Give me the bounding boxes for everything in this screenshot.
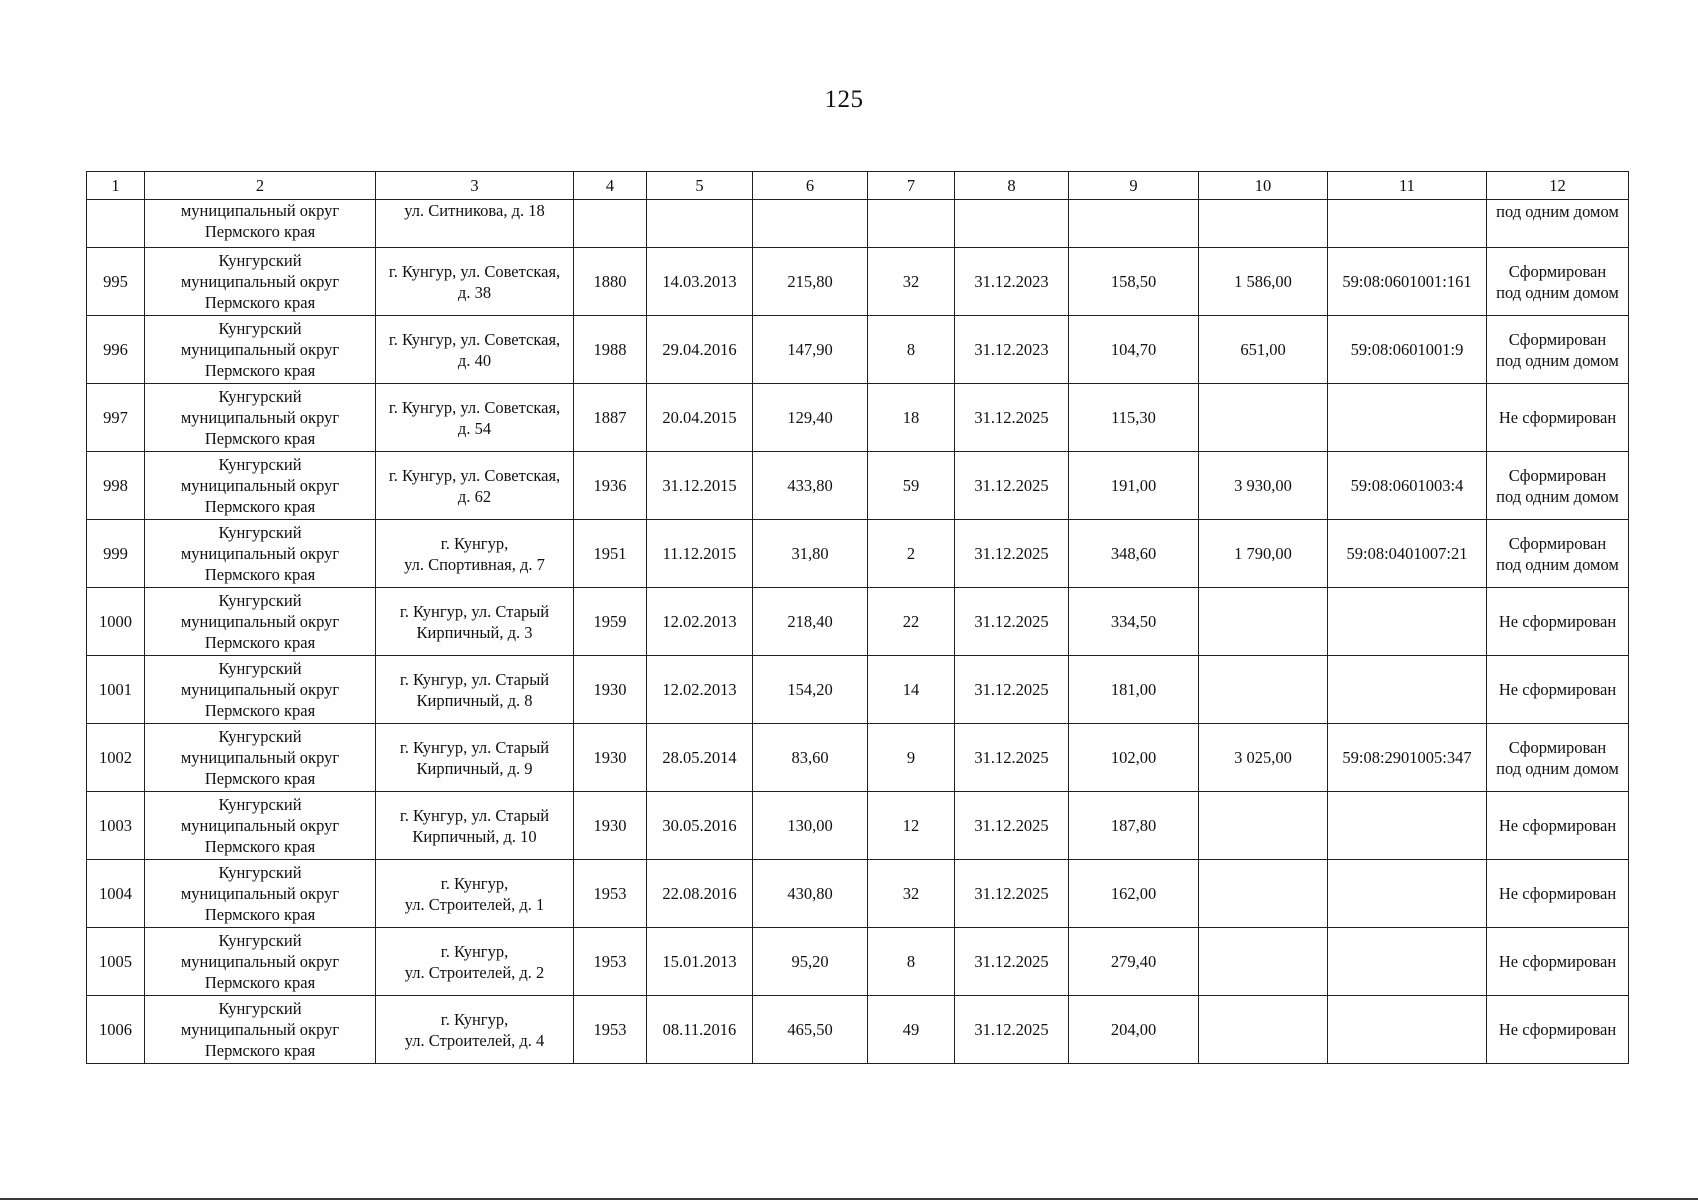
cell-municipality: Кунгурский муниципальный округ Пермского края (145, 384, 376, 452)
cell-municipality: Кунгурский муниципальный округ Пермского края (145, 316, 376, 384)
column-number-header-row (87, 172, 1629, 200)
cell-area: 430,80 (753, 860, 868, 928)
cell-address: г. Кунгур, ул. Старый Кирпичный, д. 8 (376, 656, 574, 724)
column-header: 2 (145, 172, 376, 200)
column-header: 8 (955, 172, 1069, 200)
cell-area: 83,60 (753, 724, 868, 792)
cell-deadline: 31.12.2025 (955, 792, 1069, 860)
cell-address: г. Кунгур, ул. Советская, д. 40 (376, 316, 574, 384)
cell-year-built: 1953 (574, 860, 647, 928)
cell-row-number: 1005 (87, 928, 145, 996)
cell-land-status: Не сформирован (1487, 588, 1629, 656)
continuation-row (87, 200, 1629, 248)
cell-living-area: 181,00 (1069, 656, 1199, 724)
column-header: 11 (1328, 172, 1487, 200)
cell-row-number: 1006 (87, 996, 145, 1064)
cell-cadastral-number (1328, 588, 1487, 656)
column-header: 3 (376, 172, 574, 200)
cell-deadline: 31.12.2023 (955, 248, 1069, 316)
cell-area: 31,80 (753, 520, 868, 588)
column-header: 12 (1487, 172, 1629, 200)
cell-area: 147,90 (753, 316, 868, 384)
housing-registry-table (86, 171, 1629, 1064)
cell-land-area: 1 586,00 (1199, 248, 1328, 316)
cell-cadastral-number (1328, 792, 1487, 860)
cell-deadline: 31.12.2025 (955, 860, 1069, 928)
cell-year-built: 1930 (574, 792, 647, 860)
cell-recognition-date: 28.05.2014 (647, 724, 753, 792)
cell-area: 130,00 (753, 792, 868, 860)
cell-row-number: 1004 (87, 860, 145, 928)
cell-residents: 14 (868, 656, 955, 724)
cell-land-area (1199, 996, 1328, 1064)
column-header: 7 (868, 172, 955, 200)
cell-living-area: 187,80 (1069, 792, 1199, 860)
cell-residents: 22 (868, 588, 955, 656)
cell-address: ул. Ситникова, д. 18 (376, 200, 574, 248)
cell-land-status: Не сформирован (1487, 384, 1629, 452)
cell-residents: 18 (868, 384, 955, 452)
cell-cadastral-number (1328, 384, 1487, 452)
cell-cadastral-number: 59:08:2901005:347 (1328, 724, 1487, 792)
cell-area: 433,80 (753, 452, 868, 520)
cell-area: 95,20 (753, 928, 868, 996)
cell-municipality: Кунгурский муниципальный округ Пермского края (145, 248, 376, 316)
cell-land-area (1199, 928, 1328, 996)
cell-row-number: 1002 (87, 724, 145, 792)
column-header: 5 (647, 172, 753, 200)
cell-col8 (955, 200, 1069, 248)
cell-recognition-date: 15.01.2013 (647, 928, 753, 996)
cell-cadastral-number: 59:08:0601001:9 (1328, 316, 1487, 384)
cell-deadline: 31.12.2025 (955, 656, 1069, 724)
cell-municipality: Кунгурский муниципальный округ Пермского края (145, 656, 376, 724)
cell-year-built: 1988 (574, 316, 647, 384)
cell-row-number: 1001 (87, 656, 145, 724)
cell-col11 (1328, 200, 1487, 248)
cell-recognition-date: 29.04.2016 (647, 316, 753, 384)
cell-recognition-date: 08.11.2016 (647, 996, 753, 1064)
cell-address: г. Кунгур, ул. Старый Кирпичный, д. 9 (376, 724, 574, 792)
cell-land-status: Сформирован под одним домом (1487, 316, 1629, 384)
cell-residents: 49 (868, 996, 955, 1064)
cell-area: 465,50 (753, 996, 868, 1064)
cell-deadline: 31.12.2023 (955, 316, 1069, 384)
cell-recognition-date: 12.02.2013 (647, 656, 753, 724)
cell-year-built: 1880 (574, 248, 647, 316)
table-row (87, 384, 1629, 452)
cell-cadastral-number: 59:08:0601001:161 (1328, 248, 1487, 316)
cell-row-number: 999 (87, 520, 145, 588)
cell-residents: 8 (868, 316, 955, 384)
cell-municipality: Кунгурский муниципальный округ Пермского края (145, 928, 376, 996)
table-row (87, 452, 1629, 520)
cell-residents: 32 (868, 860, 955, 928)
cell-cadastral-number (1328, 928, 1487, 996)
cell-col4 (574, 200, 647, 248)
cell-deadline: 31.12.2025 (955, 588, 1069, 656)
cell-area: 129,40 (753, 384, 868, 452)
cell-land-status: Не сформирован (1487, 928, 1629, 996)
cell-land-status: Сформирован под одним домом (1487, 520, 1629, 588)
cell-cadastral-number (1328, 996, 1487, 1064)
cell-living-area: 158,50 (1069, 248, 1199, 316)
cell-year-built: 1951 (574, 520, 647, 588)
cell-land-area (1199, 792, 1328, 860)
cell-deadline: 31.12.2025 (955, 724, 1069, 792)
cell-recognition-date: 11.12.2015 (647, 520, 753, 588)
cell-year-built: 1930 (574, 656, 647, 724)
cell-col9 (1069, 200, 1199, 248)
cell-living-area: 104,70 (1069, 316, 1199, 384)
cell-col5 (647, 200, 753, 248)
cell-address: г. Кунгур, ул. Старый Кирпичный, д. 10 (376, 792, 574, 860)
cell-living-area: 115,30 (1069, 384, 1199, 452)
cell-recognition-date: 30.05.2016 (647, 792, 753, 860)
table-row (87, 792, 1629, 860)
cell-municipality: Кунгурский муниципальный округ Пермского края (145, 588, 376, 656)
cell-deadline: 31.12.2025 (955, 452, 1069, 520)
cell-municipality: Кунгурский муниципальный округ Пермского края (145, 520, 376, 588)
table-row (87, 248, 1629, 316)
cell-residents: 8 (868, 928, 955, 996)
cell-land-area (1199, 588, 1328, 656)
column-header: 6 (753, 172, 868, 200)
column-header: 1 (87, 172, 145, 200)
cell-recognition-date: 31.12.2015 (647, 452, 753, 520)
cell-municipality: Кунгурский муниципальный округ Пермского края (145, 452, 376, 520)
cell-area: 218,40 (753, 588, 868, 656)
cell-recognition-date: 22.08.2016 (647, 860, 753, 928)
cell-year-built: 1953 (574, 928, 647, 996)
cell-living-area: 348,60 (1069, 520, 1199, 588)
cell-land-status: Не сформирован (1487, 996, 1629, 1064)
cell-residents: 12 (868, 792, 955, 860)
cell-cadastral-number: 59:08:0401007:21 (1328, 520, 1487, 588)
cell-land-area: 3 025,00 (1199, 724, 1328, 792)
column-header: 9 (1069, 172, 1199, 200)
cell-land-status: Не сформирован (1487, 860, 1629, 928)
cell-year-built: 1930 (574, 724, 647, 792)
cell-land-status: Не сформирован (1487, 656, 1629, 724)
cell-address: г. Кунгур, ул. Старый Кирпичный, д. 3 (376, 588, 574, 656)
cell-municipality: Кунгурский муниципальный округ Пермского края (145, 792, 376, 860)
cell-col6 (753, 200, 868, 248)
cell-row-number: 1000 (87, 588, 145, 656)
cell-year-built: 1959 (574, 588, 647, 656)
column-header: 10 (1199, 172, 1328, 200)
cell-deadline: 31.12.2025 (955, 384, 1069, 452)
cell-address: г. Кунгур, ул. Советская, д. 62 (376, 452, 574, 520)
cell-row-number: 1003 (87, 792, 145, 860)
page-number: 125 (824, 86, 864, 113)
cell-land-status: под одним домом (1487, 200, 1629, 248)
cell-cadastral-number (1328, 860, 1487, 928)
cell-row-number: 996 (87, 316, 145, 384)
cell-area: 215,80 (753, 248, 868, 316)
cell-land-area (1199, 656, 1328, 724)
cell-recognition-date: 14.03.2013 (647, 248, 753, 316)
cell-living-area: 162,00 (1069, 860, 1199, 928)
cell-address: г. Кунгур, ул. Советская, д. 54 (376, 384, 574, 452)
cell-row-number: 995 (87, 248, 145, 316)
cell-living-area: 204,00 (1069, 996, 1199, 1064)
cell-year-built: 1887 (574, 384, 647, 452)
cell-row-number: 998 (87, 452, 145, 520)
table-row (87, 928, 1629, 996)
table-row (87, 656, 1629, 724)
cell-recognition-date: 12.02.2013 (647, 588, 753, 656)
cell-recognition-date: 20.04.2015 (647, 384, 753, 452)
cell-land-area: 651,00 (1199, 316, 1328, 384)
cell-residents: 59 (868, 452, 955, 520)
cell-land-status: Не сформирован (1487, 792, 1629, 860)
cell-deadline: 31.12.2025 (955, 928, 1069, 996)
cell-year-built: 1936 (574, 452, 647, 520)
table-row (87, 724, 1629, 792)
column-header: 4 (574, 172, 647, 200)
cell-residents: 2 (868, 520, 955, 588)
cell-residents: 9 (868, 724, 955, 792)
cell-col10 (1199, 200, 1328, 248)
cell-residents: 32 (868, 248, 955, 316)
cell-address: г. Кунгур, ул. Советская, д. 38 (376, 248, 574, 316)
cell-col7 (868, 200, 955, 248)
cell-land-status: Сформирован под одним домом (1487, 724, 1629, 792)
cell-land-status: Сформирован под одним домом (1487, 452, 1629, 520)
cell-land-area: 3 930,00 (1199, 452, 1328, 520)
cell-municipality: муниципальный округ Пермского края (145, 200, 376, 248)
cell-municipality: Кунгурский муниципальный округ Пермского края (145, 724, 376, 792)
table-row (87, 316, 1629, 384)
cell-cadastral-number: 59:08:0601003:4 (1328, 452, 1487, 520)
cell-area: 154,20 (753, 656, 868, 724)
cell-deadline: 31.12.2025 (955, 520, 1069, 588)
cell-address: г. Кунгур, ул. Строителей, д. 2 (376, 928, 574, 996)
cell-living-area: 102,00 (1069, 724, 1199, 792)
cell-deadline: 31.12.2025 (955, 996, 1069, 1064)
cell-living-area: 279,40 (1069, 928, 1199, 996)
table-row (87, 520, 1629, 588)
cell-land-area (1199, 860, 1328, 928)
cell-land-area: 1 790,00 (1199, 520, 1328, 588)
cell-row-number (87, 200, 145, 248)
cell-living-area: 191,00 (1069, 452, 1199, 520)
table-row (87, 588, 1629, 656)
cell-year-built: 1953 (574, 996, 647, 1064)
table-row (87, 860, 1629, 928)
cell-cadastral-number (1328, 656, 1487, 724)
cell-municipality: Кунгурский муниципальный округ Пермского края (145, 996, 376, 1064)
cell-address: г. Кунгур, ул. Строителей, д. 1 (376, 860, 574, 928)
cell-row-number: 997 (87, 384, 145, 452)
cell-address: г. Кунгур, ул. Строителей, д. 4 (376, 996, 574, 1064)
table-row (87, 996, 1629, 1064)
cell-address: г. Кунгур, ул. Спортивная, д. 7 (376, 520, 574, 588)
cell-land-area (1199, 384, 1328, 452)
cell-municipality: Кунгурский муниципальный округ Пермского края (145, 860, 376, 928)
cell-living-area: 334,50 (1069, 588, 1199, 656)
cell-land-status: Сформирован под одним домом (1487, 248, 1629, 316)
